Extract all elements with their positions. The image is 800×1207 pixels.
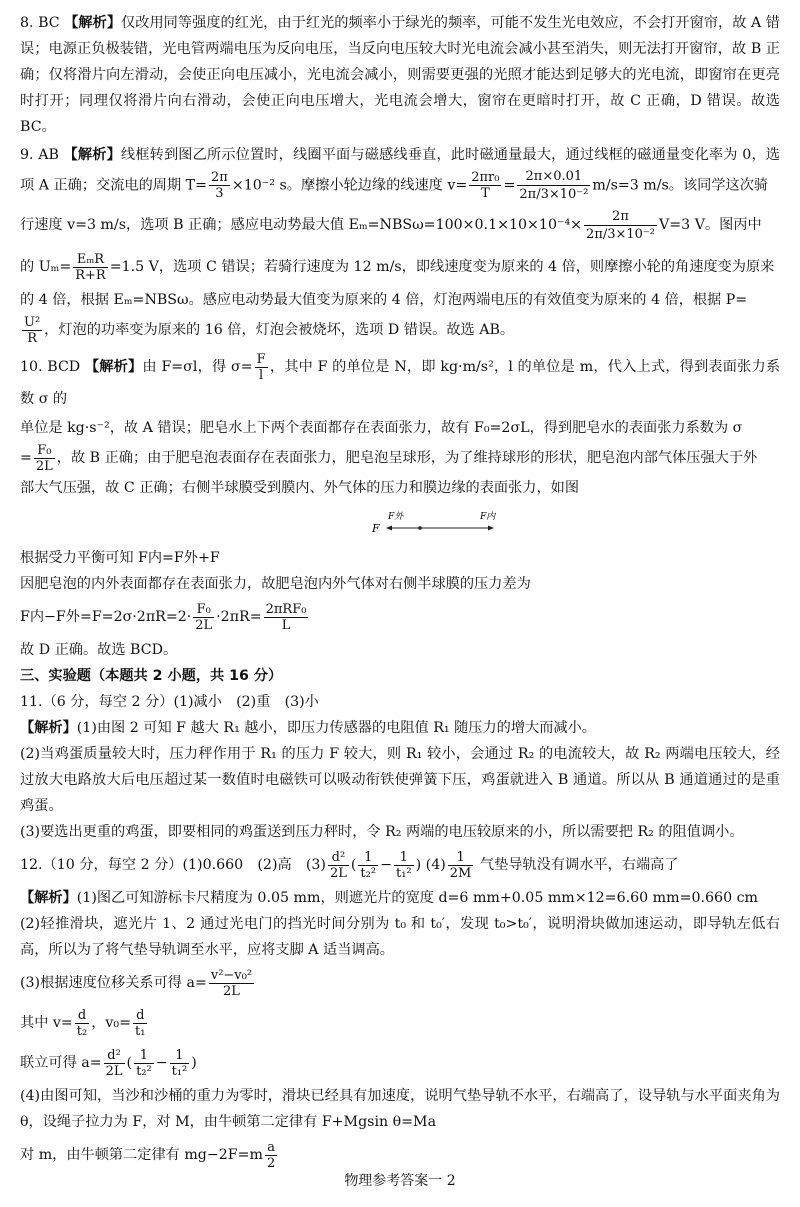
q9-line-2 — [20, 203, 780, 247]
q12-fraction-accel: $\frac{\text{v²−v₀²}}{2L}$ — [210, 967, 253, 999]
q10-line-7 — [20, 597, 780, 637]
q12-fraction-a-2: $\frac{a}{2}$ — [266, 1139, 276, 1171]
q10-text-1: 由 F=σl，得 σ= — [142, 359, 253, 375]
q9-line-3 — [20, 247, 780, 287]
q9-paragraph: 9. AB 【解析】线框转到图乙所示位置时，线圈平面与磁感线垂直，此时磁通量最大，通过线框的磁通量变化率为 0，选项 A 正确；交流电的周期 T= $\frac{2\pi}{3}$ ×10⁻² s。摩擦小轮边缘的线速度 v= $\frac{\text{2πr₀}}{T}$ = $\frac{2\pi\times 0.01}{\text{2π/3×10⁻²}}$ m/s=3 m/s。该同学这次骑 — [20, 147, 780, 202]
q9-line-5 — [20, 313, 780, 347]
q12-line-1 — [20, 885, 780, 911]
q10-fraction-f0-2l: $\frac{\text{F₀}}{2L}$ — [35, 442, 53, 474]
force-label-f-out: F外 — [388, 512, 404, 522]
q11-analysis-tag: 【解析】 — [20, 720, 77, 736]
q9-fraction-omega: $\frac{2\pi}{\text{2π/3×10⁻²}}$ — [586, 208, 656, 242]
q12-fraction-1-t22-b: $\frac{1}{\text{t₂²}}$ — [136, 1047, 152, 1079]
q11-line-2 — [20, 741, 780, 819]
q8-analysis-tag: 【解析】 — [64, 15, 122, 31]
q9-text-1b: ×10⁻² s。摩擦小轮边缘的线速度 v= — [231, 177, 468, 194]
q12-answer-4: (4) — [425, 857, 446, 873]
q12-answer-4-text: 气垫导轨没有调水平，右端高了 — [479, 857, 679, 873]
q12-fraction-d2-2l: $\frac{\text{d²}}{2L}$ — [329, 849, 347, 881]
q12-text-2: (2)轻推滑块，遮光片 1、2 通过光电门的挡光时间分别为 t₀ 和 t₀′，发现 t₀>t₀′，说明滑块做加速运动，即导轨左低右高，所以为了将气垫导轨调至水平，应将支脚 A 适当调高。 — [20, 916, 780, 958]
q12-analysis-tag: 【解析】 — [20, 890, 77, 906]
q12-fraction-v: $\frac{d}{\text{t₂}}$ — [76, 1007, 88, 1039]
q8-answer: 8. BC — [20, 15, 60, 31]
q9-text-1c: m/s=3 m/s。该同学这次骑 — [592, 177, 769, 194]
q10-line-8 — [20, 637, 780, 663]
q12-line-4 — [20, 1003, 780, 1043]
q10-fraction-f0-2l-b: $\frac{\text{F₀}}{2L}$ — [195, 601, 213, 633]
q12-answer: 12.（10 分，每空 2 分）(1)0.660 (2)高 (3) — [20, 857, 326, 873]
q8-text: 仅改用同等强度的红光，由于红光的频率小于绿光的频率，可能不发生光电效应，不会打开窗帘，故 A 错误；电源正负极装错，光电管两端电压为反向电压，当反向电压较大时光电流会减小甚至消失，则无法打开窗帘，故 B 正确；仅将滑片向左滑动，会使正向电压减小，光电流会减小，则需要更强的光照才能达到足够大的光电流，即窗帘在更亮时打开；同理仅将滑片向右滑动，会使正向电压增大，光电流会增大，窗帘在更暗时打开，故 C 正确，D 错误。故选 BC。 — [20, 15, 780, 135]
q12-fraction-1-2m: $\frac{1}{2M}$ — [449, 849, 472, 881]
q9-fraction-um: $\frac{\text{EₘR}}{R+R}$ — [75, 251, 106, 283]
q9-text-3: 的 Uₘ= — [20, 259, 72, 275]
q10-fraction-result: $\frac{\text{2πRF₀}}{L}$ — [265, 601, 307, 633]
q10-line-5 — [20, 545, 780, 571]
q9-fraction-power: $\frac{\text{U²}}{R}$ — [24, 314, 41, 346]
q12-line-5: 联立可得 a= $\frac{\text{d²}}{2L}$ ( $\frac{1}{\text{t₂²}}$ − $\frac{1}{\text{t₁²}}$ ) — [20, 1047, 197, 1079]
q8-paragraph — [20, 10, 780, 140]
q12-fraction-1-t22: $\frac{1}{\text{t₂²}}$ — [360, 849, 377, 881]
q12-text-4b: ，v₀= — [91, 1015, 132, 1031]
q10-text-1b: ，其中 F 的单位是 N，即 kg·m/s²，l 的单位是 m，代入上式，得到表面张力系数 σ 的 — [20, 359, 781, 407]
q10-text-2: 单位是 kg·s⁻²，故 A 错误；肥皂水上下两个表面都存在表面张力，故有 F₀=2σL，得到肥皂水的表面张力系数为 σ — [20, 420, 743, 436]
q10-paragraph — [20, 351, 780, 415]
q9-text-2: 行速度 v=3 m/s，选项 B 正确；感应电动势最大值 Eₘ=NBSω=100×0.1×10×10⁻⁴× — [20, 217, 583, 233]
q9-text-5: ，灯泡的功率变为原来的 16 倍，灯泡会被烧坏，选项 D 错误。故选 AB。 — [44, 322, 515, 338]
q9-text-4: 的 4 倍，根据 Eₘ=NBSω。感应电动势最大值变为原来的 4 倍，灯泡两端电压的有效值变为原来的 4 倍，根据 P= — [20, 292, 748, 308]
q11-text-2: (2)当鸡蛋质量较大时，压力秤作用于 R₁ 的压力 F 较大，则 R₁ 较小，会通过 R₂ 的电流较大，故 R₂ 两端电压较大，经过放大电路放大后电压超过某一数值时电磁铁可以吸动衔铁使弹簧下压，鸡蛋就进入 B 通道。所以从 B 通道通过的是重鸡蛋。 — [20, 746, 780, 814]
q12-fraction-v0: $\frac{d}{\text{t₁}}$ — [135, 1007, 146, 1039]
q12-text-7: 对 m，由牛顿第二定律有 mg−2F=m — [20, 1147, 263, 1163]
q12-line-6 — [20, 1083, 780, 1135]
q10-text-4: 部大气压强，故 C 正确；右侧半球膜受到膜内、外气体的压力和膜边缘的表面张力，如图 — [20, 480, 580, 496]
q12-line-7 — [20, 1135, 780, 1175]
q12-text-5: 联立可得 a= — [20, 1055, 102, 1071]
q12-text-4a: 其中 v= — [20, 1015, 73, 1031]
q11-line-1 — [20, 715, 780, 741]
q12-line-2 — [20, 911, 780, 963]
q12-fraction-1-t12-b: $\frac{1}{\text{t₁²}}$ — [171, 1047, 188, 1079]
q9-answer: 9. AB — [20, 147, 59, 163]
force-point — [418, 526, 422, 530]
q9-text-1: 线框转到图乙所示位置时，线圈平面与磁感线垂直，此时磁通量最大，通过线框的磁通量变化率为 0，选项 A 正确；交流电的周期 T= — [20, 147, 780, 194]
force-label-f-in: F内 — [480, 512, 496, 522]
force-diagram — [20, 501, 780, 545]
arrow-left-head — [386, 526, 392, 531]
q12-answer-line: 12.（10 分，每空 2 分）(1)0.660 (2)高 (3) $\frac{\text{d²}}{2L}$ ( $\frac{1}{\text{t₂²}}$ − $\frac{1}{\text{t₁²}}$ ) (4) $\frac{1}{2M}$ 气垫导轨没有调水平，右端高了 — [20, 849, 679, 881]
q10-text-7a: F内−F外=F=2σ·2πR=2· — [20, 609, 192, 625]
force-diagram-svg — [20, 501, 780, 545]
q12-line-3 — [20, 963, 780, 1003]
q9-fraction-v-value: $\frac{2\pi\times 0.01}{\text{2π/3×10⁻²}}$ — [519, 169, 589, 202]
q12-text-1: (1)图乙可知游标卡尺精度为 0.05 mm，则遮光片的宽度 d=6 mm+0.05 mm×12=6.60 mm=0.660 cm — [76, 890, 759, 906]
q12-text-3: (3)根据速度位移关系可得 a= — [20, 975, 207, 991]
q10-line-4 — [20, 475, 780, 501]
q9-fraction-v: $\frac{\text{2πr₀}}{T}$ — [471, 170, 500, 201]
q11-answer: 11.（6 分，每空 2 分）(1)减小 (2)重 (3)小 — [20, 694, 319, 710]
q9-text-2b: V=3 V。图丙中 — [659, 217, 762, 233]
force-label-f: F — [372, 522, 380, 535]
q10-line-6 — [20, 571, 780, 597]
q10-text-7b: ·2πR= — [216, 609, 262, 625]
q9-text-3b: =1.5 V，选项 C 错误；若骑行速度为 12 m/s，即线速度变为原来的 4 倍，则摩擦小轮的角速度变为原来 — [109, 259, 775, 275]
q12-text-6: (4)由图可知，当沙和沙桶的重力为零时，滑块已经具有加速度，说明气垫导轨不水平，右端高了，设导轨与水平面夹角为 θ，设绳子拉力为 F，对 M，由牛顿第二定律有 F+Mgsin θ=Ma — [20, 1088, 780, 1130]
q9-analysis-tag: 【解析】 — [63, 147, 121, 163]
q10-eq: = — [20, 450, 32, 466]
q10-answer: 10. BCD — [20, 359, 81, 375]
q11-answer-line — [20, 689, 780, 715]
q11-text-3: (3)要选出更重的鸡蛋，即要相同的鸡蛋送到压力秤时，令 R₂ 两端的电压较原来的小，所以需要把 R₂ 的阻值调小。 — [20, 824, 744, 840]
q10-text-3: ，故 B 正确；由于肥皂泡表面存在表面张力，肥皂泡呈球形，为了维持球形的形状，肥皂泡内部气体压强大于外 — [56, 450, 758, 466]
q10-text-5: 根据受力平衡可知 F内=F外+F — [20, 550, 220, 566]
q11-line-3 — [20, 819, 780, 845]
page-footer: 物理参考答案一 2 — [344, 1173, 456, 1189]
q11-text-1: (1)由图 2 可知 F 越大 R₁ 越小，即压力传感器的电阻值 R₁ 随压力的增大而减小。 — [76, 720, 596, 736]
q10-text-8: 故 D 正确。故选 BCD。 — [20, 642, 178, 658]
section-experiments-title: 三、实验题（本题共 2 小题，共 16 分） — [20, 668, 283, 684]
q10-analysis-tag: 【解析】 — [84, 359, 143, 375]
q10-line-2 — [20, 415, 780, 441]
q10-line-3 — [20, 441, 780, 475]
q10-fraction-sigma: $\frac{F}{l}$ — [256, 351, 266, 383]
q10-text-6: 因肥皂泡的内外表面都存在表面张力，故肥皂泡内外气体对右侧半球膜的压力差为 — [20, 576, 531, 592]
q12-fraction-1-t12: $\frac{1}{\text{t₁²}}$ — [395, 849, 412, 881]
q9-line-4 — [20, 287, 780, 313]
q12-fraction-d2-2l-b: $\frac{\text{d²}}{2L}$ — [105, 1047, 123, 1079]
arrow-right-head — [488, 526, 494, 531]
q9-fraction-period: $\frac{2\pi}{3}$ — [211, 170, 228, 201]
